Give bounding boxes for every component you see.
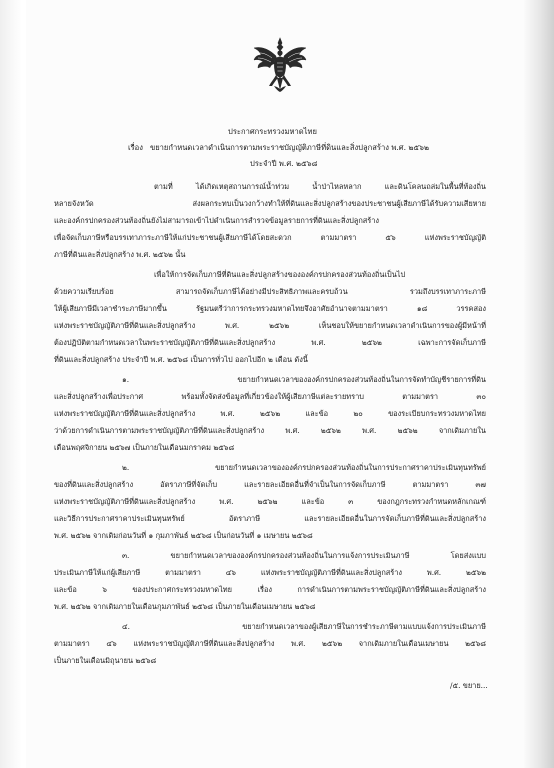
paragraph-line: ภาษีที่ดินและสิ่งปลูกสร้าง พ.ศ. ๒๕๖๒ นั้น xyxy=(54,250,186,259)
paragraph-line: ตามมาตรา ๔๖ แห่งพระราชบัญญัติภาษีที่ดินและสิ่งปลูกสร้าง พ.ศ. ๒๕๖๒ จากเดิมภายในเดือนเมษายน ๒๕๖๘ xyxy=(54,639,486,648)
paragraph-line: และข้อ ๖ ของประกาศกระทรวงมหาดไทย เรื่อง การดำเนินการตามพระราชบัญญัติภาษีที่ดินและสิ่งปลูกสร้าง xyxy=(54,585,486,594)
paragraph-line: ให้ผู้เสียภาษีมีเวลาชำระภาษีมากขึ้น รัฐมนตรีว่าการกระทรวงมหาดไทยจึงอาศัยอำนาจตามมาตรา ๑๘ วรรคสอง xyxy=(54,304,486,313)
document-subject: ขยายกำหนดเวลาดำเนินการตามพระราชบัญญัติภาษีที่ดินและสิ่งปลูกสร้าง พ.ศ. ๒๕๖๒ xyxy=(150,143,429,152)
paragraph-line: และวิธีการประกาศราคาประเมินทุนทรัพย์ อัตราภาษี และรายละเอียดอื่นในการจัดเก็บภาษีที่ดินและสิ่งปลูกสร้าง xyxy=(54,514,486,523)
document-year: ประจำปี พ.ศ. ๒๕๖๘ xyxy=(250,159,318,168)
paragraph-line: เพื่อจัดเก็บภาษีหรือบรรเทาภาระภาษีให้แก่ประชาชนผู้เสียภาษีได้โดยสะดวก ตามมาตรา ๕๖ แห่งพระราชบัญญัติ xyxy=(54,233,486,242)
paragraph-line: ๒. ขยายกำหนดเวลาขององค์กรปกครองส่วนท้องถิ่นในการประกาศราคาประเมินทุนทรัพย์ xyxy=(122,463,486,472)
viewer-left-shadow xyxy=(0,0,22,768)
document-page xyxy=(26,0,524,768)
paragraph-line: ประเมินภาษีให้แก่ผู้เสียภาษี ตามมาตรา ๔๖ แห่งพระราชบัญญัติภาษีที่ดินและสิ่งปลูกสร้าง พ.ศ. ๒๕๖๒ xyxy=(54,568,486,577)
paragraph-line: พ.ศ. ๒๕๖๒ จากเดิมภายในเดือนกุมภาพันธ์ ๒๕๖๘ เป็นภายในเดือนเมษายน ๒๕๖๘ xyxy=(54,602,316,611)
paragraph-line: แห่งพระราชบัญญัติภาษีที่ดินและสิ่งปลูกสร้าง พ.ศ. ๒๕๖๒ และข้อ ๒๐ ของระเบียบกระทรวงมหาดไทย xyxy=(54,409,486,418)
paragraph-line: พ.ศ. ๒๕๖๒ จากเดิมก่อนวันที่ ๑ กุมภาพันธ์ ๒๕๖๘ เป็นก่อนวันที่ ๑ เมษายน ๒๕๖๘ xyxy=(54,531,313,540)
document-issuer: ประกาศกระทรวงมหาดไทย xyxy=(228,127,317,136)
paragraph-line: ๔. ขยายกำหนดเวลาของผู้เสียภาษีในการชำระภาษีตามแบบแจ้งการประเมินภาษี xyxy=(122,622,486,631)
paragraph-line: และสิ่งปลูกสร้างเพื่อประกาศ พร้อมทั้งจัดส่งข้อมูลที่เกี่ยวข้องให้ผู้เสียภาษีแต่ละรายทราบ ตามมาตรา ๓๐ xyxy=(54,392,486,401)
paragraph-line: เดือนพฤศจิกายน ๒๕๖๗ เป็นภายในเดือนมกราคม ๒๕๖๘ xyxy=(54,443,235,452)
paragraph-line: ของที่ดินและสิ่งปลูกสร้าง อัตราภาษีที่จัดเก็บ และรายละเอียดอื่นที่จำเป็นในการจัดเก็บภาษี ตามมาตรา ๓๗ xyxy=(54,480,486,489)
paragraph-line: และองค์กรปกครองส่วนท้องถิ่นยังไม่สามารถเข้าไปดำเนินการสำรวจข้อมูลรายการที่ดินและสิ่งปลูกสร้าง xyxy=(54,216,380,225)
paragraph-line: ว่าด้วยการดำเนินการตามพระราชบัญญัติภาษีที่ดินและสิ่งปลูกสร้าง พ.ศ. ๒๕๖๒ พ.ศ. ๒๕๖๒ จากเดิมภายใน xyxy=(54,426,486,435)
paragraph-line: ที่ดินและสิ่งปลูกสร้าง ประจำปี พ.ศ. ๒๕๖๘ เป็นการทั่วไป ออกไปอีก ๒ เดือน ดังนี้ xyxy=(54,355,308,364)
paragraph-line: ด้วยความเรียบร้อย สามารถจัดเก็บภาษีได้อย่างมีประสิทธิภาพและครบถ้วน รวมถึงบรรเทาภาระภาษี xyxy=(54,287,486,296)
viewer-right-shadow xyxy=(520,0,554,768)
paragraph-line: เพื่อให้การจัดเก็บภาษีที่ดินและสิ่งปลูกสร้างขององค์กรปกครองส่วนท้องถิ่นเป็นไป xyxy=(154,270,406,279)
paragraph-line: ๓. ขยายกำหนดเวลาขององค์กรปกครองส่วนท้องถิ่นในการแจ้งการประเมินภาษี โดยส่งแบบ xyxy=(122,551,486,560)
paragraph-line: ตามที่ ได้เกิดเหตุสถานการณ์น้ำท่วม น้ำป่าไหลหลาก และดินโคลนถล่มในพื้นที่ท้องถิ่น xyxy=(154,182,486,191)
paragraph-line: แห่งพระราชบัญญัติภาษีที่ดินและสิ่งปลูกสร้าง พ.ศ. ๒๕๖๒ เห็นชอบให้ขยายกำหนดเวลาดำเนินการของผู้มีหน้าที่ xyxy=(54,321,486,330)
garuda-emblem-icon xyxy=(252,36,308,94)
continuation-marker: /๕. ขยาย... xyxy=(450,681,488,690)
document-subject-label: เรื่อง xyxy=(128,143,143,152)
paragraph-line: ๑. ขยายกำหนดเวลาขององค์กรปกครองส่วนท้องถิ่นในการจัดทำบัญชีรายการที่ดิน xyxy=(122,375,486,384)
paragraph-line: ต้องปฏิบัติตามกำหนดเวลาในพระราชบัญญัติภาษีที่ดินและสิ่งปลูกสร้าง พ.ศ. ๒๕๖๒ เฉพาะการจัดเก็บภาษี xyxy=(54,338,486,347)
paragraph-line: แห่งพระราชบัญญัติภาษีที่ดินและสิ่งปลูกสร้าง พ.ศ. ๒๕๖๒ และข้อ ๓ ของกฎกระทรวงกำหนดหลักเกณฑ์ xyxy=(54,497,486,506)
paragraph-line: เป็นภายในเดือนมิถุนายน ๒๕๖๘ xyxy=(54,656,157,665)
paragraph-line: หลายจังหวัด ส่งผลกระทบเป็นวงกว้างทำให้ที่ดินและสิ่งปลูกสร้างของประชาชนผู้เสียภาษีได้รับความเสียหาย xyxy=(54,199,486,208)
